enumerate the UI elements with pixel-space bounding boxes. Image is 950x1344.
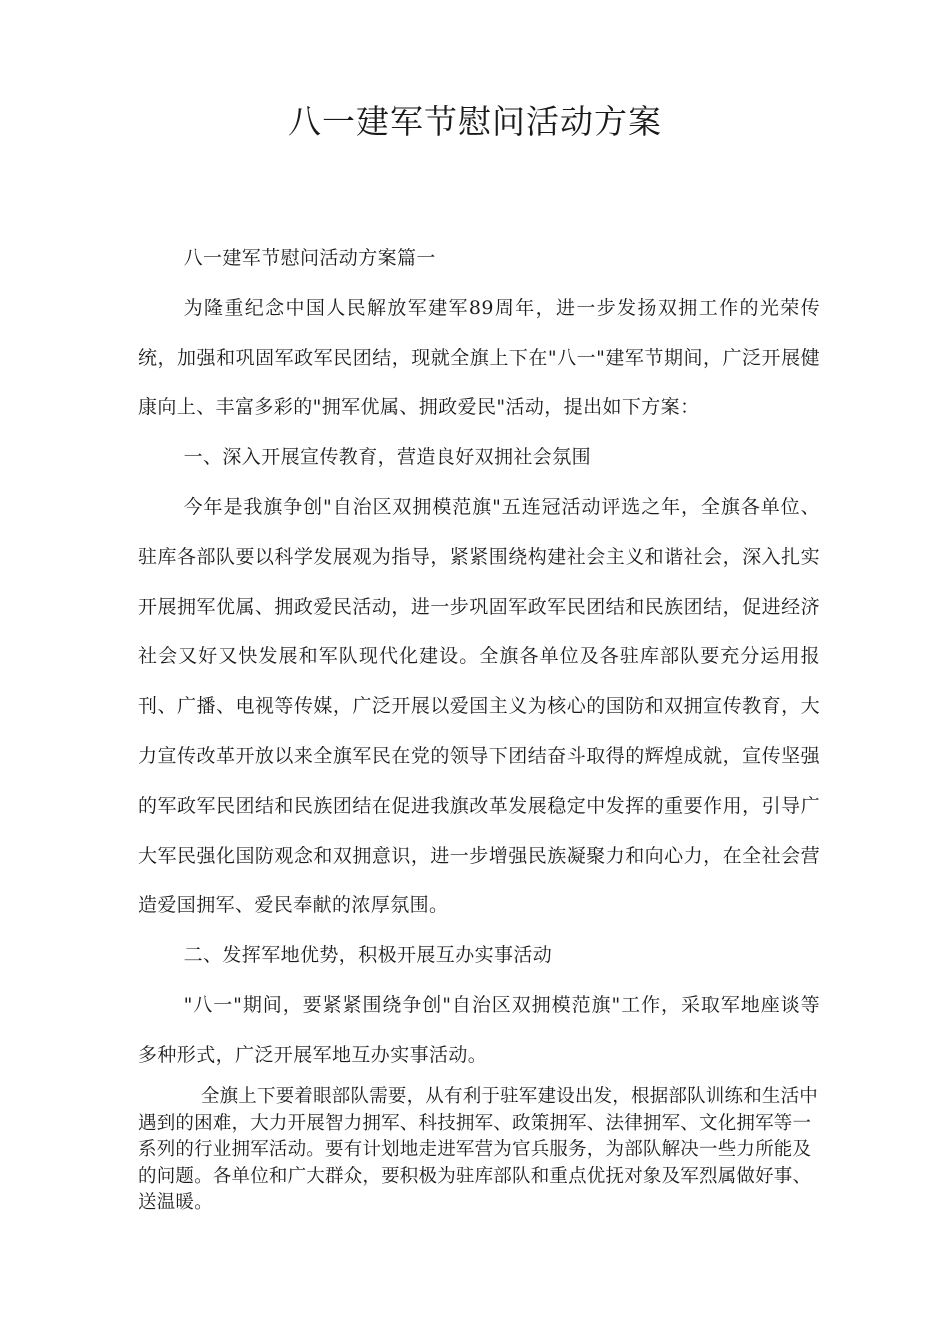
intro-paragraph: 为隆重纪念中国人民解放军建军89周年，进一步发扬双拥工作的光荣传统，加强和巩固军政军民团结，现就全旗上下在"八一"建军节期间，广泛开展健康向上、丰富多彩的"拥军优属、拥政爱民"活动，提出如下方案： — [138, 296, 820, 419]
section-2-paragraph: "八一"期间，要紧紧围绕争创"自治区双拥模范旗"工作，采取军地座谈等多种形式，广泛开展军地互办实事活动。 — [138, 993, 820, 1066]
section-3-paragraph: 全旗上下要着眼部队需要，从有利于驻军建设出发，根据部队训练和生活中遇到的困难，大力开展智力拥军、科技拥军、政策拥军、法律拥军、文化拥军等一系列的行业拥军活动。要有计划地走进军营为官兵服务，为部队解决一些力所能及的问题。各单位和广大群众，要积极为驻库部队和重点优抚对象及军烈属做好事、送温暖。 — [138, 1086, 818, 1213]
section-heading-1: 一、深入开展宣传教育，营造良好双拥社会氛围 — [183, 446, 591, 469]
section-1-paragraph: 今年是我旗争创"自治区双拥模范旗"五连冠活动评选之年，全旗各单位、驻库各部队要以科学发展观为指导，紧紧围绕构建社会主义和谐社会，深入扎实开展拥军优属、拥政爱民活动，进一步巩固军政军民团结和民族团结，促进经济社会又好又快发展和军队现代化建设。全旗各单位及各驻库部队要充分运用报刊、广播、电视等传媒，广泛开展以爱国主义为核心的国防和双拥宣传教育，大力宣传改革开放以来全旗军民在党的领导下团结奋斗取得的辉煌成就，宣传坚强的军政军民团结和民族团结在促进我旗改革发展稳定中发挥的重要作用，引导广大军民强化国防观念和双拥意识，进一步增强民族凝聚力和向心力，在全社会营造爱国拥军、爱民奉献的浓厚氛围。 — [138, 495, 820, 917]
document-subtitle: 八一建军节慰问活动方案篇一 — [183, 247, 436, 269]
document-body-continued — [138, 1084, 828, 1217]
document-title: 八一建军节慰问活动方案 — [288, 102, 662, 141]
document-body — [138, 234, 820, 1081]
section-heading-2: 二、发挥军地优势，积极开展互办实事活动 — [183, 944, 553, 967]
